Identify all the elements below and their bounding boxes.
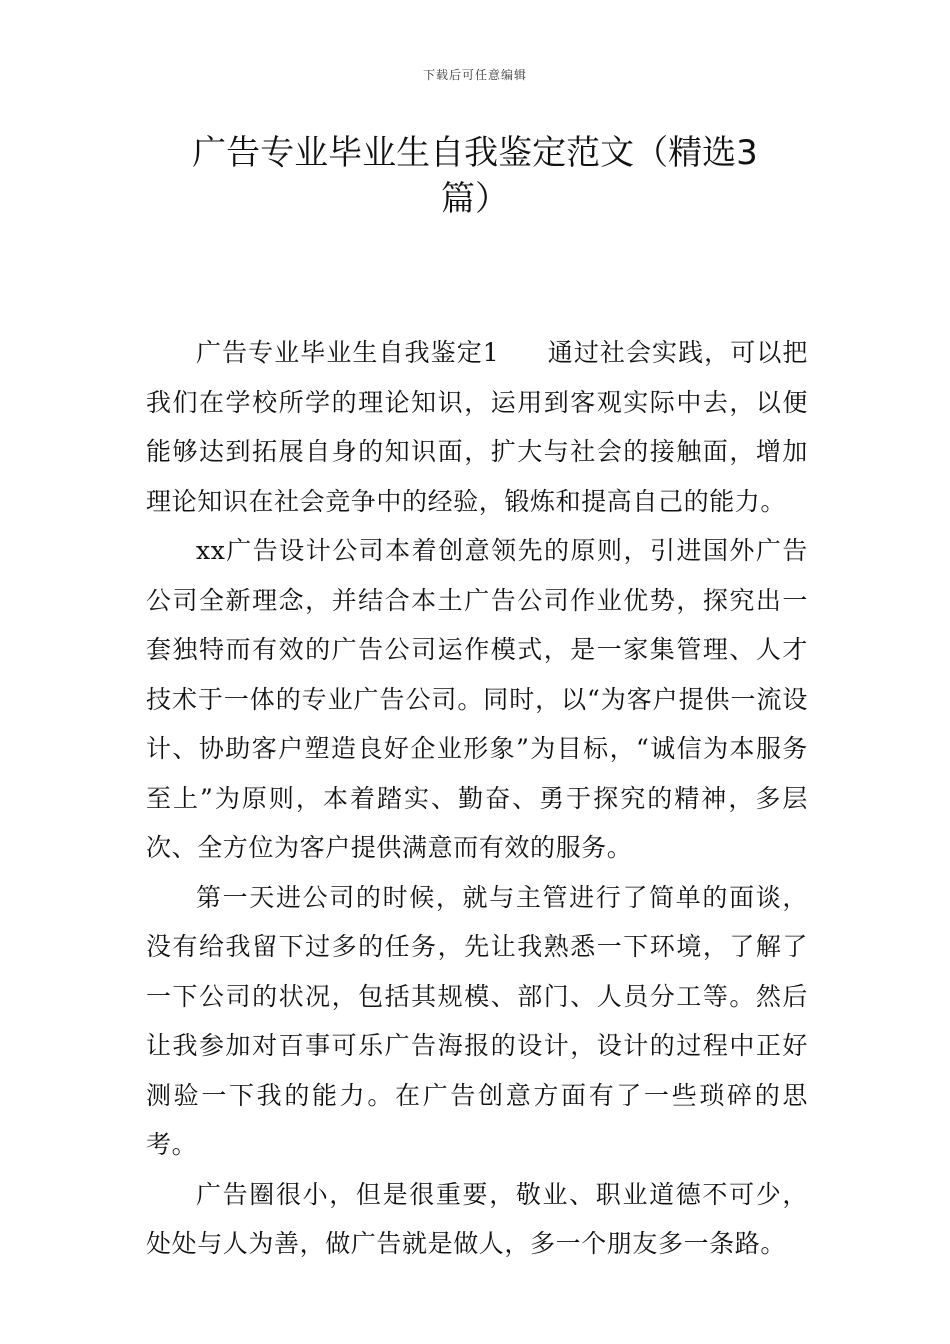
paragraph-1-text: 通过社会实践，可以把我们在学校所学的理论知识，运用到客观实际中去，以便能够达到拓展自身的知识面，扩大与社会的接触面，增加理论知识在社会竞争中的经验，锻炼和提高自己的能力。 [146,338,808,516]
paragraph-2: xx广告设计公司本着创意领先的原则，引进国外广告公司全新理念，并结合本土广告公司作业优势，探究出一套独特而有效的广告公司运作模式，是一家集管理、人才技术于一体的专业广告公司。同时，以“为客户提供一流设计、协助客户塑造良好企业形象”为目标，“诚信为本服务至上”为原则，本着踏实、勤奋、勇于探究的精神，多层次、全方位为客户提供满意而有效的服务。 [146,536,808,862]
document-body [146,328,808,1269]
paragraph-3: 第一天进公司的时候，就与主管进行了简单的面谈，没有给我留下过多的任务，先让我熟悉一下环境，了解了一下公司的状况，包括其规模、部门、人员分工等。然后让我参加对百事可乐广告海报的设计，设计的过程中正好测验一下我的能力。在广告创意方面有了一些琐碎的思考。 [146,882,808,1159]
header-note: 下载后可任意编辑 [422,68,527,82]
paragraph-1 [146,328,808,526]
paragraph-4: 广告圈很小，但是很重要，敬业、职业道德不可少，处处与人为善，做广告就是做人，多一个朋友多一条路。 [146,1179,808,1258]
document-title: 广告专业毕业生自我鉴定范文（精选3篇） [192,133,758,219]
section-heading: 广告专业毕业生自我鉴定1 [196,338,500,367]
